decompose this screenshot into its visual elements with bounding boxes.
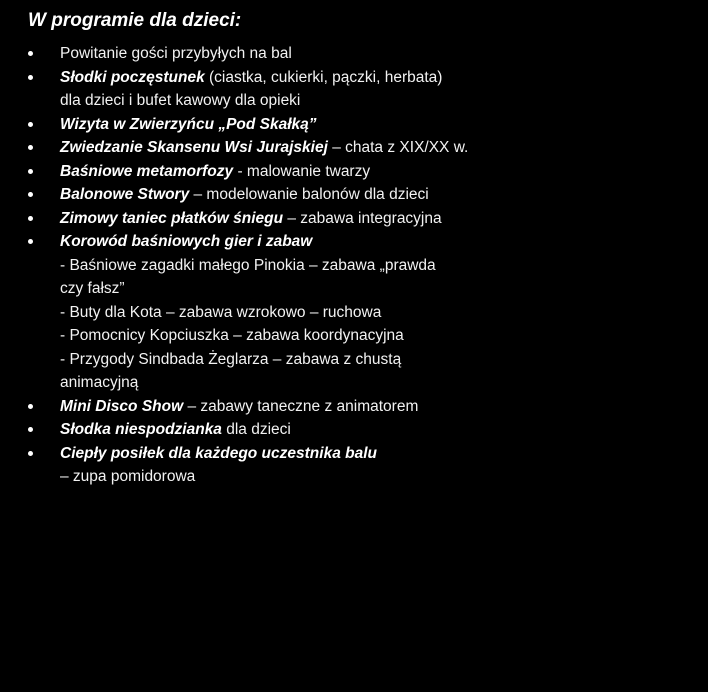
item-title: Słodka niespodzianka bbox=[60, 421, 222, 438]
item-title: Słodki poczęstunek bbox=[60, 68, 205, 86]
list-item bbox=[28, 136, 698, 160]
program-section bbox=[28, 10, 698, 489]
item-title: Wizyta w Zwierzyńcu „Pod Skałką” bbox=[60, 115, 317, 133]
item-text: – modelowanie balonów dla dzieci bbox=[189, 186, 429, 203]
item-text: Powitanie gości przybyłych na bal bbox=[60, 45, 292, 62]
item-title: Korowód baśniowych gier i zabaw bbox=[60, 233, 313, 250]
bullet-icon bbox=[28, 169, 33, 174]
list-item bbox=[28, 207, 698, 231]
list-item bbox=[28, 42, 698, 66]
sub-item: - Buty dla Kota – zabawa wzrokowo – ruchowa bbox=[60, 303, 382, 321]
bullet-icon bbox=[28, 451, 33, 456]
bullet-icon bbox=[28, 145, 33, 150]
sub-item: czy fałsz” bbox=[60, 280, 125, 297]
list-item bbox=[28, 160, 698, 184]
list-item bbox=[28, 442, 698, 489]
item-title: Ciepły posiłek dla każdego uczestnika balu bbox=[60, 444, 377, 462]
sub-item: - Baśniowe zagadki małego Pinokia – zabawa „prawda bbox=[60, 256, 436, 274]
item-text: (ciastka, cukierki, pączki, herbata) bbox=[204, 68, 443, 86]
program-list bbox=[28, 42, 698, 489]
bullet-icon bbox=[28, 192, 33, 197]
list-item bbox=[28, 113, 698, 137]
item-text: – zabawy taneczne z animatorem bbox=[183, 397, 419, 415]
item-title: Zwiedzanie Skansenu Wsi Jurajskiej bbox=[60, 139, 328, 156]
item-title: Baśniowe metamorfozy bbox=[60, 162, 234, 180]
item-title: Zimowy taniec płatków śniegu bbox=[60, 209, 284, 227]
item-text-continued: dla dzieci i bufet kawowy dla opieki bbox=[60, 92, 301, 109]
item-text: - malowanie twarzy bbox=[233, 162, 371, 180]
list-item bbox=[28, 183, 698, 207]
bullet-icon bbox=[28, 427, 33, 432]
item-text: – zabawa integracyjna bbox=[283, 209, 442, 227]
sub-item: - Przygody Sindbada Żeglarza – zabawa z chustą bbox=[60, 350, 402, 368]
bullet-icon bbox=[28, 404, 33, 409]
item-title: Mini Disco Show bbox=[60, 397, 184, 415]
program-heading: W programie dla dzieci: bbox=[28, 10, 242, 31]
bullet-icon bbox=[28, 75, 33, 80]
bullet-icon bbox=[28, 51, 33, 56]
item-text: – chata z XIX/XX w. bbox=[327, 139, 469, 156]
list-item bbox=[28, 230, 698, 395]
bullet-icon bbox=[28, 239, 33, 244]
bullet-icon bbox=[28, 122, 33, 127]
sub-item: - Pomocnicy Kopciuszka – zabawa koordynacyjna bbox=[60, 327, 404, 344]
list-item bbox=[28, 66, 698, 113]
bullet-icon bbox=[28, 216, 33, 221]
sub-item: animacyjną bbox=[60, 374, 139, 391]
item-text: dla dzieci bbox=[221, 421, 291, 438]
list-item bbox=[28, 418, 698, 442]
item-title: Balonowe Stwory bbox=[60, 186, 190, 203]
item-text-continued: – zupa pomidorowa bbox=[60, 468, 196, 485]
list-item bbox=[28, 395, 698, 419]
